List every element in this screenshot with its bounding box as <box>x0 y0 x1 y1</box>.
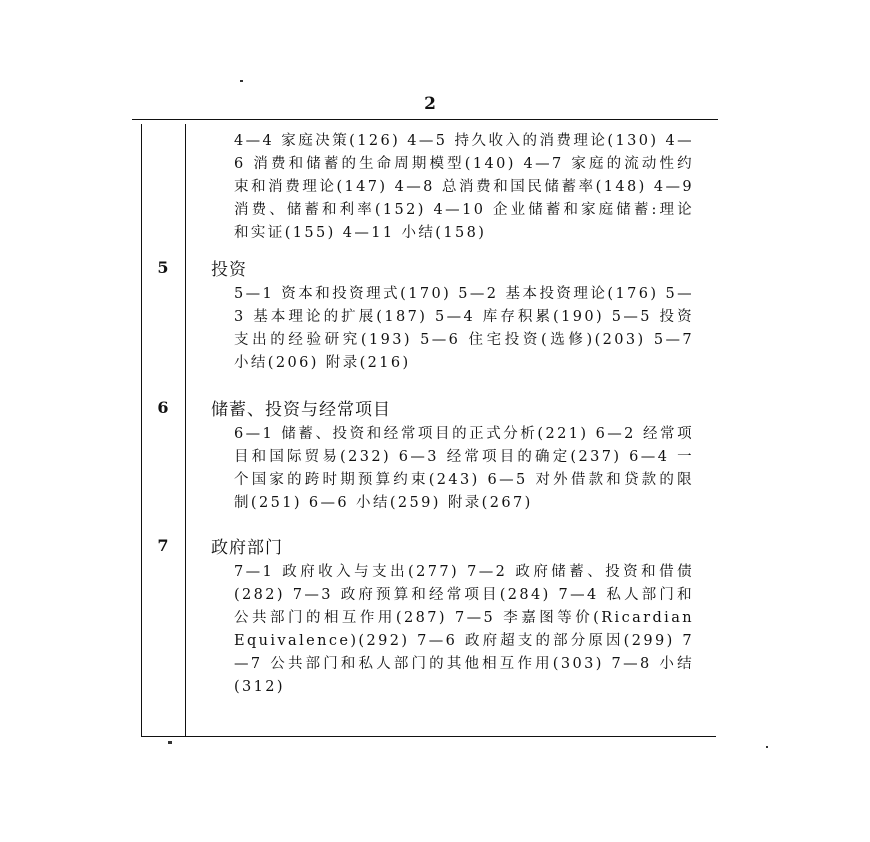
table-of-contents <box>141 130 701 699</box>
scan-speck <box>240 80 243 82</box>
chapter-heading <box>141 529 701 561</box>
page-number: 2 <box>424 94 436 114</box>
chapter-number: 6 <box>157 397 169 417</box>
chapter-entries: 6—1 储蓄、投资和经常项目的正式分析(221) 6—2 经常项目和国际贸易(232) 6—3 经常项目的确定(237) 6—4 一个国家的跨时期预算约束(243) 6—5 对外借款和贷款的限制(251) 6—6 小结(259) 附录(267) <box>234 426 694 511</box>
header-rule <box>132 119 718 120</box>
chapter-title: 政府部门 <box>211 537 283 558</box>
chapter-heading <box>141 391 701 423</box>
chapter-entries: 5—1 资本和投资理式(170) 5—2 基本投资理论(176) 5—3 基本理论的扩展(187) 5—4 库存积累(190) 5—5 投资支出的经验研究(193) 5—6 住宅投资(选修)(203) 5—7 小结(206) 附录(216) <box>234 286 694 371</box>
bottom-rule <box>141 736 716 737</box>
scan-speck <box>168 741 172 744</box>
chapter-entries: 7—1 政府收入与支出(277) 7—2 政府储蓄、投资和借债(282) 7—3 政府预算和经常项目(284) 7—4 私人部门和公共部门的相互作用(287) 7—5 李嘉图等价(Ricardian Equivalence)(292) 7—6 政府超支的部分原因(299) 7—7 公共部门和私人部门的其他相互作用(303) 7—8 小结(312) <box>234 564 694 695</box>
chapter-title: 储蓄、投资与经常项目 <box>211 399 391 420</box>
chapter-heading <box>141 251 701 283</box>
chapter-number: 7 <box>157 535 169 555</box>
scan-speck <box>766 746 768 748</box>
chapter-number: 5 <box>157 257 169 277</box>
chapter-title: 投资 <box>211 259 247 280</box>
chapter-4-continued-entries: 4—4 家庭决策(126) 4—5 持久收入的消费理论(130) 4—6 消费和储蓄的生命周期模型(140) 4—7 家庭的流动性约束和消费理论(147) 4—8 总消费和国民储蓄率(148) 4—9 消费、储蓄和利率(152) 4—10 企业储蓄和家庭储蓄:理论和实证(155) 4—11 小结(158) <box>234 133 694 241</box>
